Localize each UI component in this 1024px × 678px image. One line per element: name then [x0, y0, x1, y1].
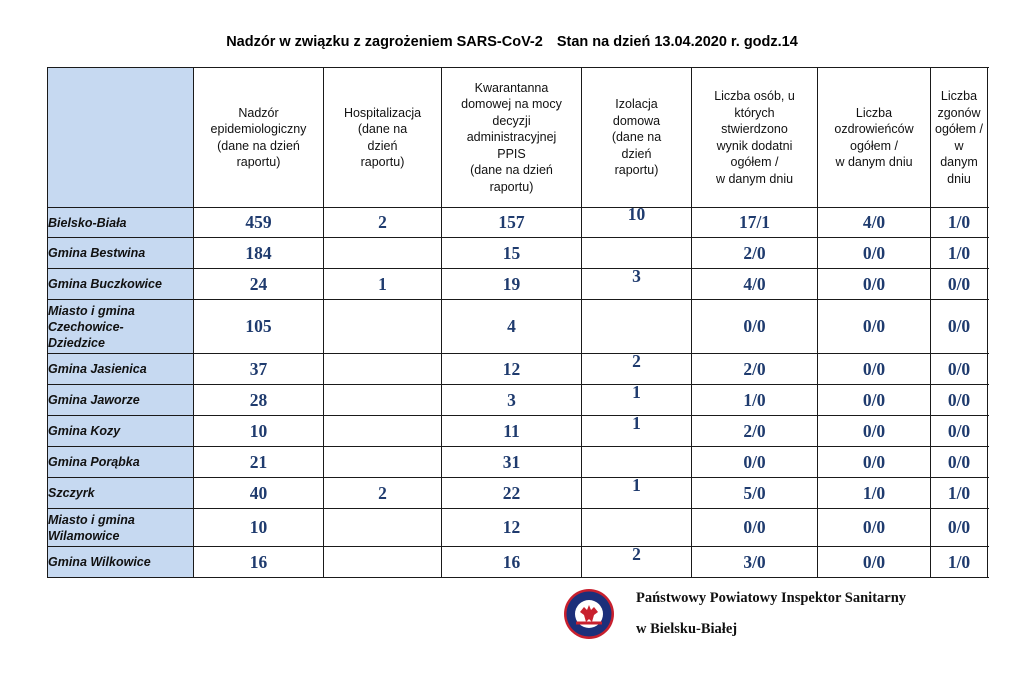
value-cell: [194, 300, 324, 354]
column-header-line: (dane na: [357, 122, 408, 136]
value-cell: [324, 208, 442, 238]
value-cell: [324, 300, 442, 354]
value-cell: [442, 300, 582, 354]
value-cell: [582, 412, 692, 447]
column-header: [194, 68, 324, 208]
value-cell: [931, 385, 988, 416]
value-text: 0/0: [862, 273, 886, 294]
row-name-line: Miasto i gmina: [48, 303, 135, 318]
value-text: 2/0: [743, 358, 766, 379]
value-cell: [194, 416, 324, 447]
value-cell: [818, 300, 931, 354]
column-header: [818, 68, 931, 208]
value-text: 0/0: [947, 517, 971, 537]
row-name-line: Wilamowice: [48, 528, 120, 543]
table-row: [48, 300, 988, 354]
column-header-line: administracyjnej: [466, 130, 557, 145]
column-header-line: PPIS: [497, 146, 526, 161]
row-name: [48, 547, 194, 578]
signature-line-1: Państwowy Powiatowy Inspektor Sanitarny: [636, 590, 907, 606]
value-cell: [692, 509, 818, 547]
value-cell: [194, 238, 324, 269]
value-cell: [194, 447, 324, 478]
value-cell: [324, 547, 442, 578]
value-text: 40: [249, 482, 268, 503]
value-text: 184: [245, 242, 272, 263]
value-cell: [324, 416, 442, 447]
row-name-line: Miasto i gmina: [48, 512, 135, 527]
value-text: 19: [502, 273, 521, 294]
column-header-line: raportu): [489, 179, 534, 194]
value-text: 0/0: [947, 316, 971, 336]
column-header-line: w danym dniu: [835, 155, 913, 169]
value-text: 5/0: [743, 482, 766, 503]
value-text: 0/0: [862, 242, 886, 263]
value-text: 0/0: [947, 358, 971, 379]
value-text: 1/0: [947, 482, 971, 503]
value-cell: [194, 354, 324, 385]
value-text: 0/0: [947, 389, 971, 410]
inspection-logo: [563, 588, 615, 640]
value-text: 2/0: [743, 242, 766, 263]
value-text: 4: [507, 316, 516, 336]
column-header-line: (dane na dzień: [217, 138, 300, 153]
value-cell: [931, 269, 988, 300]
value-text: 1: [632, 474, 641, 495]
row-name: [48, 385, 194, 416]
column-header-line: ogółem /: [850, 138, 898, 153]
value-cell: [818, 547, 931, 578]
value-text: 17/1: [738, 212, 771, 232]
value-cell: [582, 447, 692, 478]
table-row: [48, 416, 988, 447]
row-name-line: Gmina Jasienica: [48, 362, 147, 376]
title-status: Stan na dzień 13.04.2020 r. godz.14: [556, 34, 798, 50]
column-header-line: Izolacja: [615, 97, 658, 112]
table-row: [48, 385, 988, 416]
value-cell: [442, 238, 582, 269]
value-cell: [442, 385, 582, 416]
row-name-line: Gmina Wilkowice: [48, 555, 151, 569]
value-text: 15: [502, 242, 521, 263]
column-header: [324, 68, 442, 208]
value-text: 1/0: [743, 389, 766, 410]
column-header: [442, 68, 582, 208]
value-text: 0/0: [743, 451, 766, 472]
value-cell: [692, 208, 818, 238]
value-cell: [582, 265, 692, 300]
column-header-line: decyzji: [492, 113, 531, 128]
value-text: 0/0: [743, 517, 766, 537]
value-text: 2: [632, 543, 641, 564]
value-cell: [692, 354, 818, 385]
column-header-line: (dane na dzień: [470, 163, 553, 178]
column-header-line: ogółem /: [730, 155, 779, 169]
value-cell: [692, 478, 818, 509]
table-row: [48, 269, 988, 300]
value-cell: [818, 354, 931, 385]
value-text: 0/0: [947, 451, 971, 472]
column-header-line: zgonów: [937, 105, 981, 120]
value-text: 2: [378, 212, 387, 232]
value-cell: [324, 354, 442, 385]
column-header-line: ozdrowieńców: [834, 122, 914, 136]
value-text: 22: [502, 482, 521, 503]
value-text: 0/0: [862, 551, 886, 572]
value-cell: [442, 447, 582, 478]
value-text: 2: [632, 350, 641, 371]
value-text: 31: [502, 451, 521, 472]
value-text: 1/0: [947, 551, 971, 572]
row-name: [48, 208, 194, 238]
column-header-line: Liczba: [855, 105, 893, 120]
value-text: 4/0: [862, 212, 886, 232]
value-cell: [194, 478, 324, 509]
value-cell: [931, 300, 988, 354]
value-text: 4/0: [743, 273, 766, 294]
value-cell: [692, 300, 818, 354]
value-text: 1: [378, 273, 387, 294]
corner-cell: [48, 68, 194, 208]
value-text: 12: [502, 358, 521, 379]
value-cell: [582, 350, 692, 385]
value-text: 16: [502, 551, 521, 572]
value-text: 0/0: [947, 273, 971, 294]
surveillance-table: [47, 67, 988, 578]
value-cell: [818, 447, 931, 478]
value-cell: [442, 416, 582, 447]
title-main: Nadzór w związku z zagrożeniem SARS-CoV-2: [226, 34, 543, 50]
value-cell: [582, 300, 692, 354]
column-header-line: ogółem /: [935, 122, 983, 136]
value-cell: [818, 208, 931, 238]
value-text: 1: [632, 412, 641, 433]
value-cell: [324, 509, 442, 547]
column-header-line: Kwarantanna: [474, 80, 549, 95]
value-text: 2/0: [743, 420, 766, 441]
value-cell: [931, 208, 988, 238]
value-cell: [442, 509, 582, 547]
value-cell: [442, 269, 582, 300]
row-name: [48, 509, 194, 547]
column-header-line: raportu): [236, 155, 281, 169]
value-cell: [931, 354, 988, 385]
column-header-line: dzień: [367, 138, 398, 153]
value-text: 459: [245, 212, 272, 232]
column-header-line: Nadzór: [238, 105, 279, 120]
value-text: 37: [249, 358, 268, 379]
column-header: [582, 68, 692, 208]
table-row: [48, 447, 988, 478]
value-cell: [818, 478, 931, 509]
column-header-line: Liczba osób, u: [714, 89, 795, 103]
row-name: [48, 447, 194, 478]
value-cell: [692, 238, 818, 269]
row-name-line: Gmina Kozy: [48, 424, 121, 438]
column-header-line: domowa: [612, 113, 661, 128]
value-text: 2: [378, 482, 387, 503]
column-header-line: których: [734, 105, 775, 120]
value-text: 11: [503, 420, 520, 441]
value-cell: [194, 269, 324, 300]
value-text: 0/0: [862, 389, 886, 410]
value-text: 157: [498, 212, 525, 232]
value-cell: [324, 269, 442, 300]
value-cell: [931, 478, 988, 509]
table-row: [48, 509, 988, 547]
value-cell: [194, 385, 324, 416]
value-text: 10: [249, 420, 268, 441]
column-header-line: domowej na mocy: [461, 97, 562, 112]
row-name-line: Gmina Porąbka: [48, 455, 140, 469]
value-cell: [194, 208, 324, 238]
row-name-line: Szczyrk: [48, 486, 95, 500]
value-text: 0/0: [862, 517, 886, 537]
value-cell: [324, 478, 442, 509]
table-row: [48, 547, 988, 578]
value-cell: [582, 543, 692, 578]
value-cell: [931, 447, 988, 478]
value-text: 0/0: [862, 358, 886, 379]
value-text: 16: [249, 551, 268, 572]
row-name: [48, 238, 194, 269]
row-name-line: Gmina Bestwina: [48, 246, 146, 260]
value-text: 1: [632, 381, 641, 402]
row-name: [48, 269, 194, 300]
value-text: 28: [249, 389, 268, 410]
value-cell: [818, 269, 931, 300]
value-cell: [818, 385, 931, 416]
value-cell: [931, 238, 988, 269]
value-cell: [818, 509, 931, 547]
table-row: [48, 238, 988, 269]
table-row: [48, 478, 988, 509]
value-cell: [442, 547, 582, 578]
value-cell: [582, 474, 692, 509]
column-header-line: dzień: [621, 146, 652, 161]
value-cell: [442, 354, 582, 385]
column-header-line: raportu): [360, 155, 405, 169]
column-header-line: epidemiologiczny: [210, 122, 307, 136]
value-text: 105: [245, 316, 272, 336]
header-row: [48, 68, 988, 208]
value-text: 12: [502, 517, 521, 537]
value-text: 0/0: [947, 420, 971, 441]
row-name-line: Gmina Jaworze: [48, 393, 140, 407]
value-text: 10: [627, 204, 646, 224]
value-cell: [324, 385, 442, 416]
value-cell: [692, 447, 818, 478]
value-text: 10: [249, 517, 268, 537]
value-text: 3/0: [743, 551, 766, 572]
row-name-line: Gmina Buczkowice: [48, 277, 162, 291]
value-cell: [931, 416, 988, 447]
row-name-line: Dziedzice: [48, 335, 105, 350]
value-cell: [818, 416, 931, 447]
table-body: [48, 204, 988, 578]
value-cell: [324, 447, 442, 478]
column-header-line: w danym: [940, 138, 978, 169]
column-header-line: (dane na: [611, 130, 662, 145]
row-name: [48, 478, 194, 509]
value-cell: [582, 381, 692, 416]
value-cell: [442, 208, 582, 238]
value-text: 0/0: [862, 451, 886, 472]
column-header-line: Hospitalizacja: [343, 105, 422, 120]
value-cell: [692, 416, 818, 447]
value-cell: [442, 478, 582, 509]
value-cell: [818, 238, 931, 269]
value-cell: [931, 547, 988, 578]
column-header-line: Liczba: [940, 89, 978, 103]
column-header: [692, 68, 818, 208]
value-text: 21: [249, 451, 268, 472]
value-text: 3: [507, 389, 516, 410]
value-cell: [692, 385, 818, 416]
value-cell: [582, 509, 692, 547]
row-name: [48, 354, 194, 385]
value-text: 1/0: [947, 242, 971, 263]
signature-line-2: w Bielsku-Białej: [636, 621, 738, 637]
value-text: 3: [632, 265, 641, 286]
value-text: 1/0: [862, 482, 886, 503]
value-cell: [582, 238, 692, 269]
value-text: 1/0: [947, 212, 971, 232]
column-header: [931, 68, 988, 208]
value-text: 24: [249, 273, 268, 294]
column-header-line: dniu: [947, 171, 971, 186]
table-row: [48, 208, 988, 238]
value-cell: [692, 269, 818, 300]
value-cell: [194, 547, 324, 578]
value-text: 0/0: [862, 420, 886, 441]
value-cell: [582, 204, 692, 238]
row-name-line: Bielsko-Biała: [48, 215, 127, 230]
table-row: [48, 354, 988, 385]
value-text: 0/0: [862, 316, 886, 336]
row-name-line: Czechowice-: [48, 319, 124, 334]
column-header-line: wynik dodatni: [716, 138, 793, 153]
value-cell: [324, 238, 442, 269]
column-header-line: w danym dniu: [715, 171, 794, 186]
value-text: 0/0: [743, 316, 766, 336]
column-header-line: stwierdzono: [721, 122, 788, 136]
row-name: [48, 416, 194, 447]
row-name: [48, 300, 194, 354]
document-title: [0, 34, 1024, 50]
value-cell: [692, 547, 818, 578]
value-cell: [931, 509, 988, 547]
column-header-line: raportu): [614, 163, 659, 178]
value-cell: [194, 509, 324, 547]
